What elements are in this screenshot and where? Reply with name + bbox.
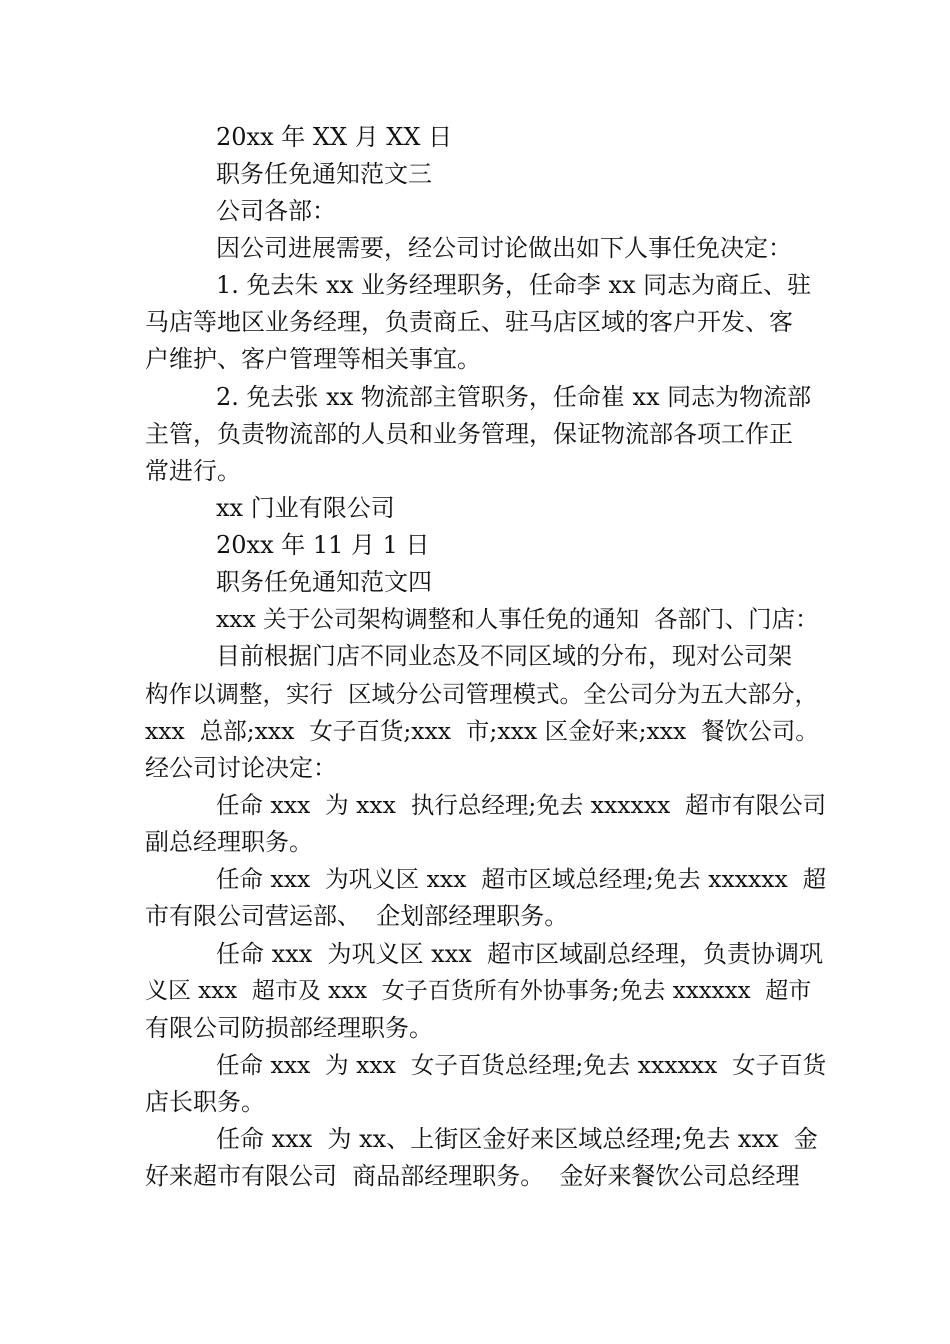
paragraph-line: 任命 xxx 为 xxx 执行总经理;免去 xxxxxx 超市有限公司 bbox=[216, 791, 827, 819]
paragraph-line: 任命 xxx 为巩义区 xxx 超市区域总经理;免去 xxxxxx 超 bbox=[216, 865, 827, 893]
paragraph-line: 目前根据门店不同业态及不同区域的分布，现对公司架 bbox=[216, 642, 792, 670]
paragraph-line: 义区 xxx 超市及 xxx 女子百货所有外协事务;免去 xxxxxx 超市 bbox=[145, 978, 812, 1004]
section-title-three: 职务任免通知范文三 bbox=[216, 160, 432, 188]
paragraph-line: 好来超市有限公司 商品部经理职务。 金好来餐饮公司总经理 bbox=[145, 1162, 800, 1190]
paragraph-line: 任命 xxx 为 xx、上街区金好来区域总经理;免去 xxx 金 bbox=[216, 1125, 818, 1153]
section-title-four: 职务任免通知范文四 bbox=[216, 568, 432, 596]
paragraph-line: 构作以调整，实行 区域分公司管理模式。全公司分为五大部分， bbox=[145, 680, 818, 708]
salutation: 公司各部： bbox=[216, 197, 336, 225]
paragraph-line: 有限公司防损部经理职务。 bbox=[145, 1014, 433, 1042]
paragraph-line: xxx 总部;xxx 女子百货;xxx 市;xxx 区金好来;xxx 餐饮公司。 bbox=[145, 717, 819, 745]
paragraph-line: 经公司讨论决定： bbox=[145, 754, 337, 782]
paragraph-line: 因公司进展需要，经公司讨论做出如下人事任免决定： bbox=[216, 234, 792, 262]
paragraph-line: 常进行。 bbox=[145, 457, 241, 485]
paragraph-line: 任命 xxx 为巩义区 xxx 超市区域副总经理，负责协调巩 bbox=[216, 940, 823, 968]
paragraph-line: 户维护、客户管理等相关事宜。 bbox=[145, 345, 481, 373]
paragraph-line: 1. 免去朱 xx 业务经理职务，任命李 xx 同志为商丘、驻 bbox=[216, 271, 812, 299]
paragraph-line: 副总经理职务。 bbox=[145, 828, 313, 856]
paragraph-line: 市有限公司营运部、 企划部经理职务。 bbox=[145, 902, 569, 930]
paragraph-line: 店长职务。 bbox=[145, 1088, 265, 1116]
notice-heading: xxx 关于公司架构调整和人事任免的通知 各部门、门店： bbox=[216, 605, 819, 633]
company-signature: xx 门业有限公司 bbox=[216, 494, 395, 522]
date-line: 20xx 年 11 月 1 日 bbox=[216, 531, 430, 559]
paragraph-line: 2. 免去张 xx 物流部主管职务，任命崔 xx 同志为物流部 bbox=[216, 383, 812, 411]
paragraph-line: 任命 xxx 为 xxx 女子百货总经理;免去 xxxxxx 女子百货 bbox=[216, 1051, 827, 1079]
date-line: 20xx 年 XX 月 XX 日 bbox=[216, 123, 453, 151]
paragraph-line: 主管，负责物流部的人员和业务管理，保证物流部各项工作正 bbox=[145, 420, 793, 448]
paragraph-line: 马店等地区业务经理，负责商丘、驻马店区域的客户开发、客 bbox=[145, 308, 793, 336]
